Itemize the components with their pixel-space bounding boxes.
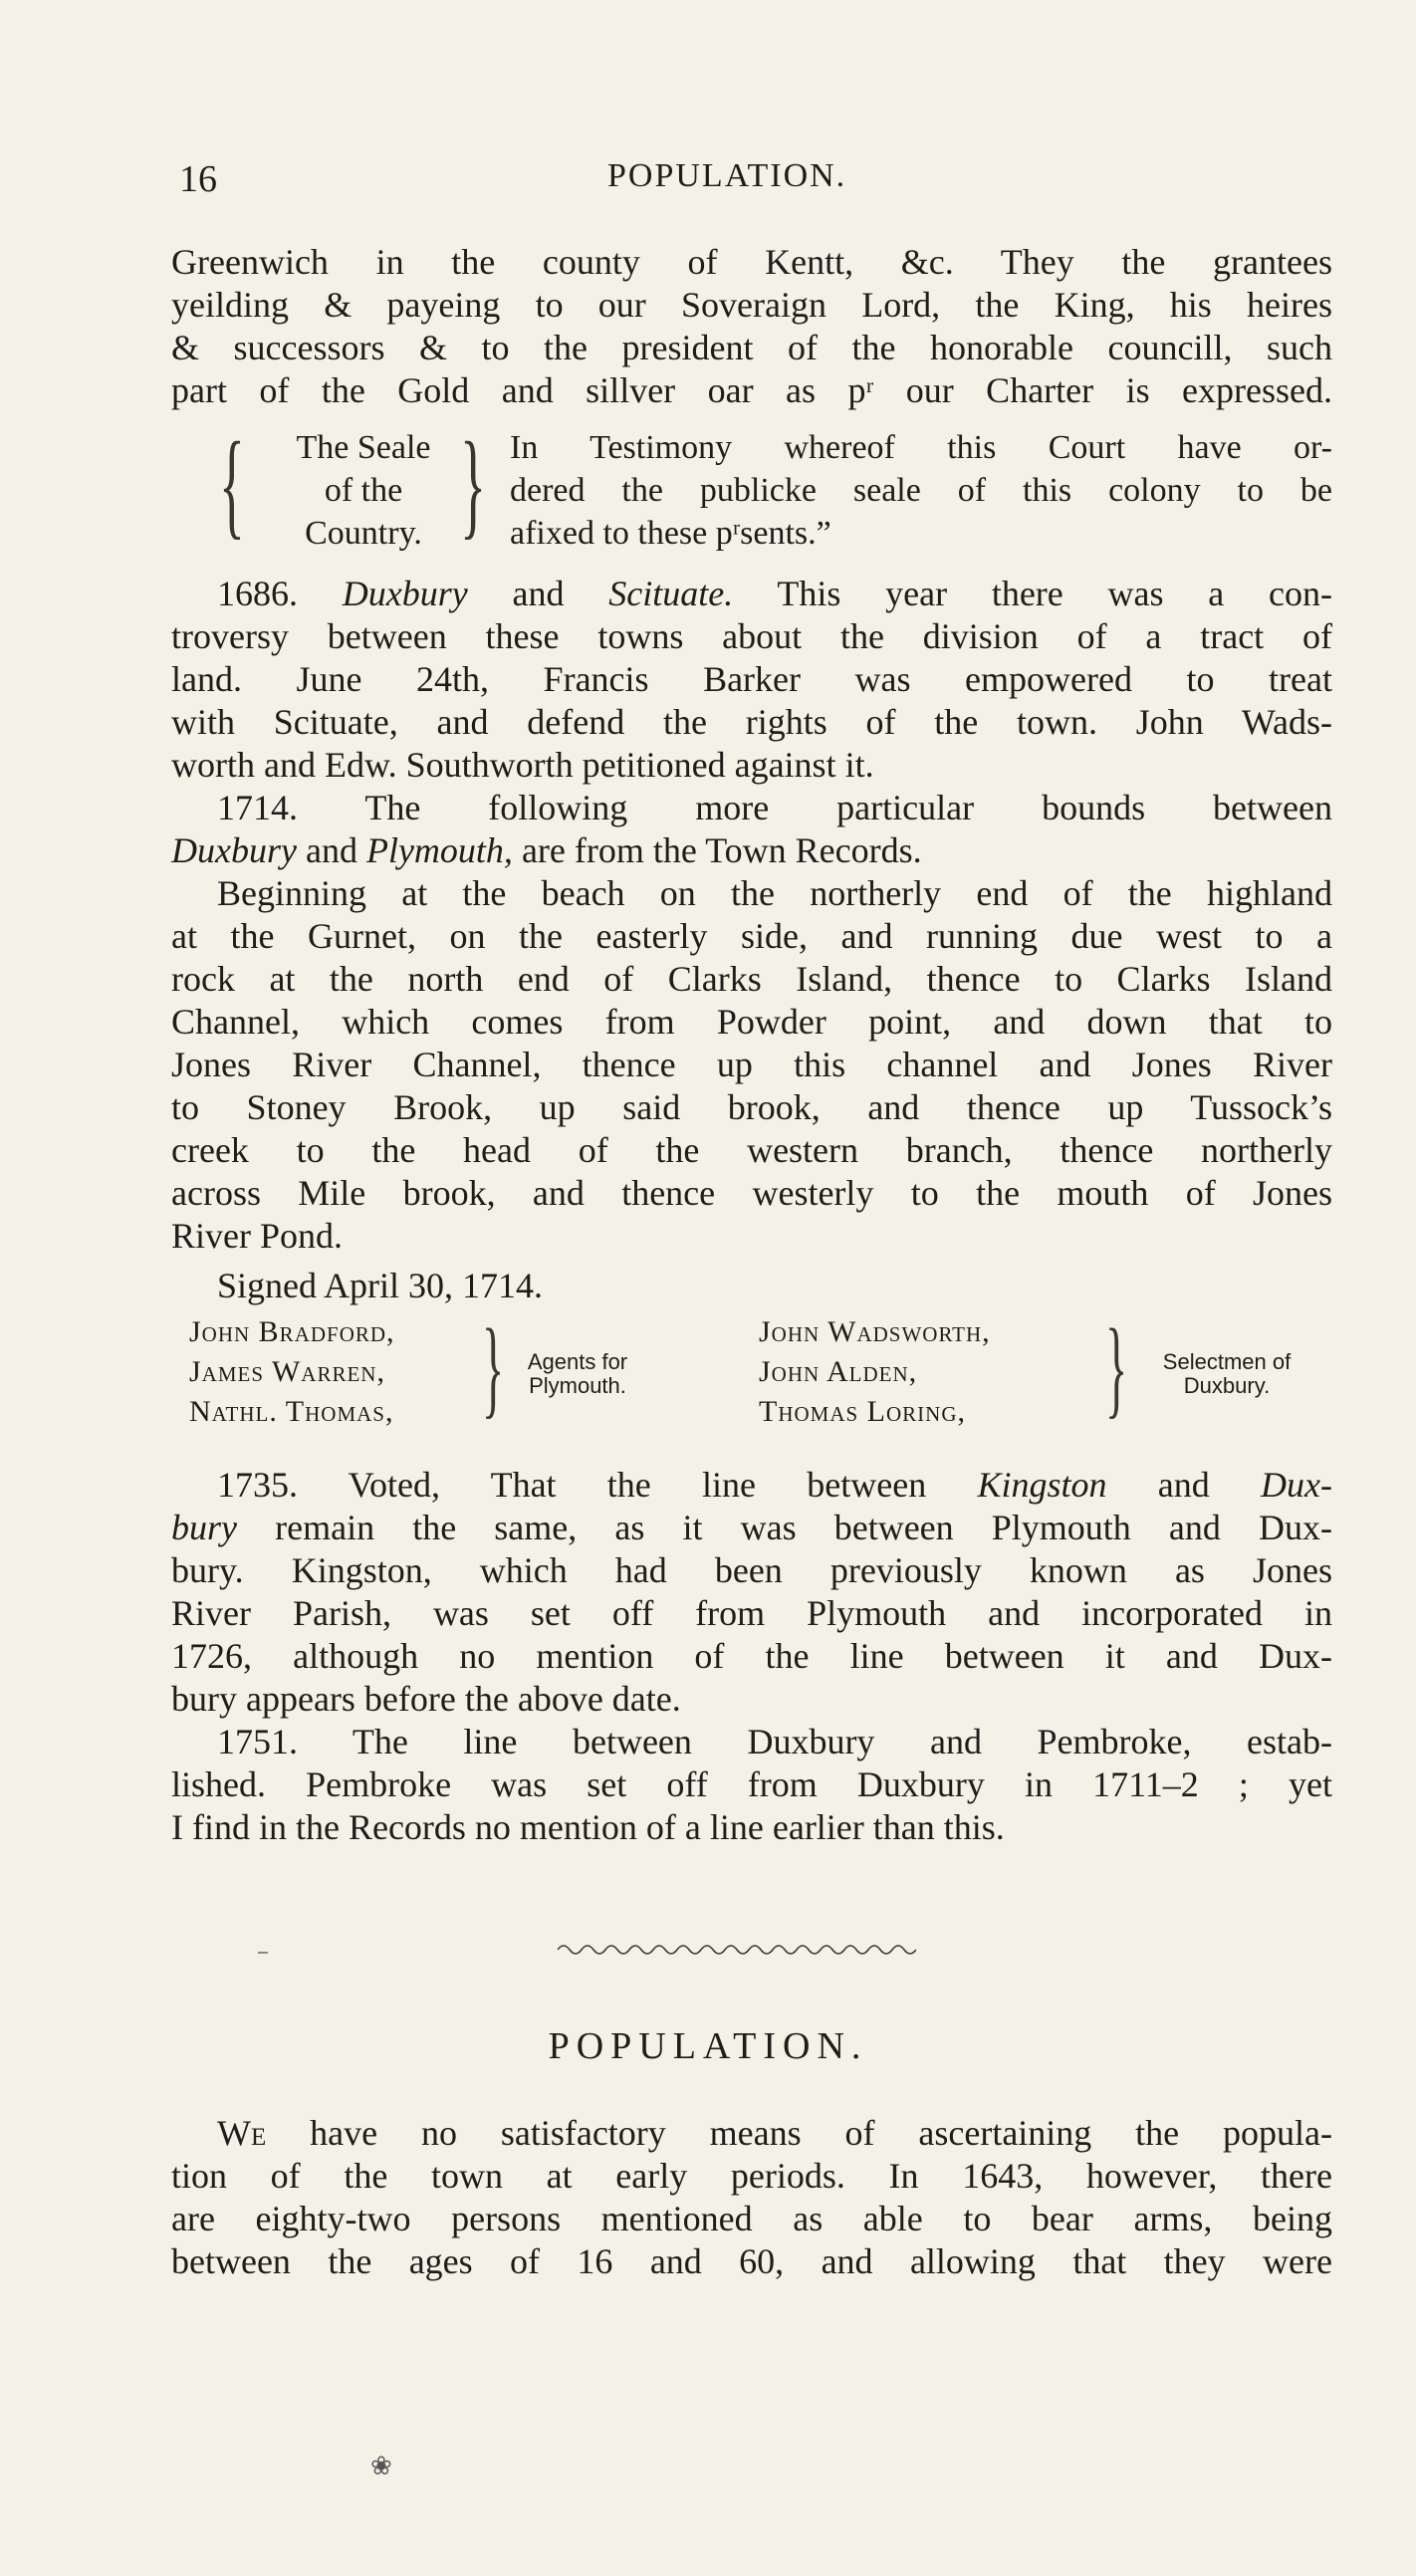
town-name: Plymouth, (365, 830, 513, 870)
text-line: River Pond. (171, 1216, 344, 1256)
right-brace-icon: } (482, 1306, 505, 1428)
text-line: dered the publicke seale of this colony to be (510, 472, 1332, 509)
town-name: Duxbury (171, 830, 297, 870)
text-line: & successors & to the president of the honorable councill, such (171, 328, 1332, 367)
year: 1735. (217, 1465, 298, 1505)
signed-date: Signed April 30, 1714. (217, 1266, 544, 1305)
text-line (171, 1464, 1332, 1507)
role-line: Duxbury. (1183, 1373, 1271, 1398)
role-line: Plymouth. (529, 1373, 626, 1398)
small-caps-opening: We (217, 2113, 267, 2153)
text-line: Channel, which comes from Powder point, and down that to (171, 1002, 1332, 1042)
line-text: This year there was a con- (777, 574, 1332, 613)
line-text: are from the Town Records. (521, 830, 922, 870)
seal-label-line: Country. (305, 515, 422, 552)
signatory-name: John Wadsworth, (759, 1315, 991, 1348)
text-line: River Parish, was set off from Plymouth and incorporated in (171, 1593, 1332, 1633)
text-line: yeilding & payeing to our Soveraign Lord, the King, his heires (171, 285, 1332, 325)
plymouth-role (508, 1350, 647, 1398)
paragraph-1686 (171, 573, 1332, 787)
text-line: bury. Kingston, which had been previously known as Jones (171, 1550, 1332, 1590)
town-name: bury (171, 1508, 237, 1547)
seal-label-line: of the (324, 472, 403, 509)
town-name: Duxbury (342, 574, 468, 613)
text-line (171, 573, 1332, 615)
line-text: remain the same, as it was between Plymouth and Dux- (275, 1508, 1332, 1547)
seal-block (199, 417, 1334, 556)
text-line: Greenwich in the county of Kentt, &c. They the grantees (171, 242, 1332, 282)
paragraph-1735 (171, 1464, 1332, 1721)
text-line (171, 787, 1332, 829)
stray-mark (258, 1952, 268, 1954)
section-title: POPULATION. (548, 2025, 868, 2067)
text-line: creek to the head of the western branch, thence northerly (171, 1130, 1332, 1170)
year: 1714. (217, 788, 298, 827)
role-line: Agents for (527, 1349, 628, 1374)
text-line: tion of the town at early periods. In 1643, however, there (171, 2156, 1332, 2196)
text-line: between the ages of 16 and 60, and allowing that they were (171, 2241, 1332, 2281)
town-name: Kingston (977, 1465, 1107, 1505)
seal-label-line: The Seale (296, 429, 431, 466)
page-number: 16 (179, 158, 217, 200)
wavy-divider (558, 1940, 916, 1960)
signatory-name: Thomas Loring, (759, 1395, 966, 1428)
text-line (171, 829, 1332, 872)
charter-paragraph (171, 241, 1332, 412)
text-line: Beginning at the beach on the northerly end of the highland (217, 873, 1332, 913)
text-line: lished. Pembroke was set off from Duxbury in 1711–2 ; yet (171, 1764, 1332, 1804)
text-line (171, 2112, 1332, 2155)
text-line: with Scituate, and defend the rights of the town. John Wads- (171, 702, 1332, 742)
line-text: The following more particular bounds between (364, 788, 1332, 827)
text-line: troversy between these towns about the division of a tract of (171, 616, 1332, 656)
text-line: bury appears before the above date. (171, 1679, 681, 1719)
text-line (171, 1507, 1332, 1549)
paragraph-1751 (171, 1721, 1332, 1849)
text-line (171, 1721, 1332, 1763)
text-line: I find in the Records no mention of a line earlier than this. (171, 1807, 1005, 1847)
text-line: Jones River Channel, thence up this channel and Jones River (171, 1045, 1332, 1084)
paragraph-bounds (171, 872, 1332, 1258)
signatory-name: Nathl. Thomas, (189, 1395, 394, 1428)
conjunction: and (1157, 1465, 1210, 1505)
paragraph-population (171, 2112, 1332, 2283)
conjunction: and (305, 830, 357, 870)
year: 1686. (217, 574, 298, 613)
page-header (179, 157, 1334, 207)
text-line: across Mile brook, and thence westerly to the mouth of Jones (171, 1173, 1332, 1213)
line-text: The line between Duxbury and Pembroke, estab- (352, 1722, 1332, 1761)
text-line: In Testimony whereof this Court have or- (510, 429, 1332, 466)
seal-label (249, 426, 478, 555)
text-line: land. June 24th, Francis Barker was empowered to treat (171, 659, 1332, 699)
text-line: 1726, although no mention of the line between it and Dux- (171, 1636, 1332, 1676)
text-line: worth and Edw. Southworth petitioned against it. (171, 745, 874, 785)
text-line: rock at the north end of Clarks Island, thence to Clarks Island (171, 959, 1332, 999)
line-text: have no satisfactory means of ascertaining the popula- (310, 2113, 1333, 2153)
right-brace-icon: } (460, 417, 486, 550)
left-brace-icon: { (219, 417, 245, 550)
role-line: Selectmen of (1162, 1349, 1292, 1374)
signatory-name: John Alden, (759, 1355, 918, 1388)
text-line: afixed to these pʳsents.” (510, 515, 831, 552)
paragraph-1714 (171, 787, 1332, 872)
text-line: are eighty-two persons mentioned as able to bear arms, being (171, 2199, 1332, 2238)
printer-mark-icon: ❀ (370, 2452, 392, 2480)
text-line: to Stoney Brook, up said brook, and thence up Tussock’s (171, 1087, 1332, 1127)
conjunction: and (512, 574, 565, 613)
signed-line (171, 1265, 1332, 1307)
running-head: POPULATION. (607, 157, 847, 194)
plymouth-agents (189, 1312, 395, 1432)
text-line: at the Gurnet, on the easterly side, and running due west to a (171, 916, 1332, 956)
signatories (189, 1306, 1334, 1444)
duxbury-role (1127, 1350, 1326, 1398)
signatory-name: James Warren, (189, 1355, 385, 1388)
duxbury-selectmen (759, 1312, 991, 1432)
text-line: part of the Gold and sillver oar as pʳ our Charter is expressed. (171, 370, 1332, 410)
line-text: Voted, That the line between (348, 1465, 927, 1505)
town-name: Dux- (1261, 1465, 1333, 1505)
right-brace-icon: } (1105, 1306, 1128, 1428)
year: 1751. (217, 1722, 298, 1761)
signatory-name: John Bradford, (189, 1315, 395, 1348)
town-name: Scituate. (608, 574, 734, 613)
seal-testimony (510, 426, 1332, 555)
